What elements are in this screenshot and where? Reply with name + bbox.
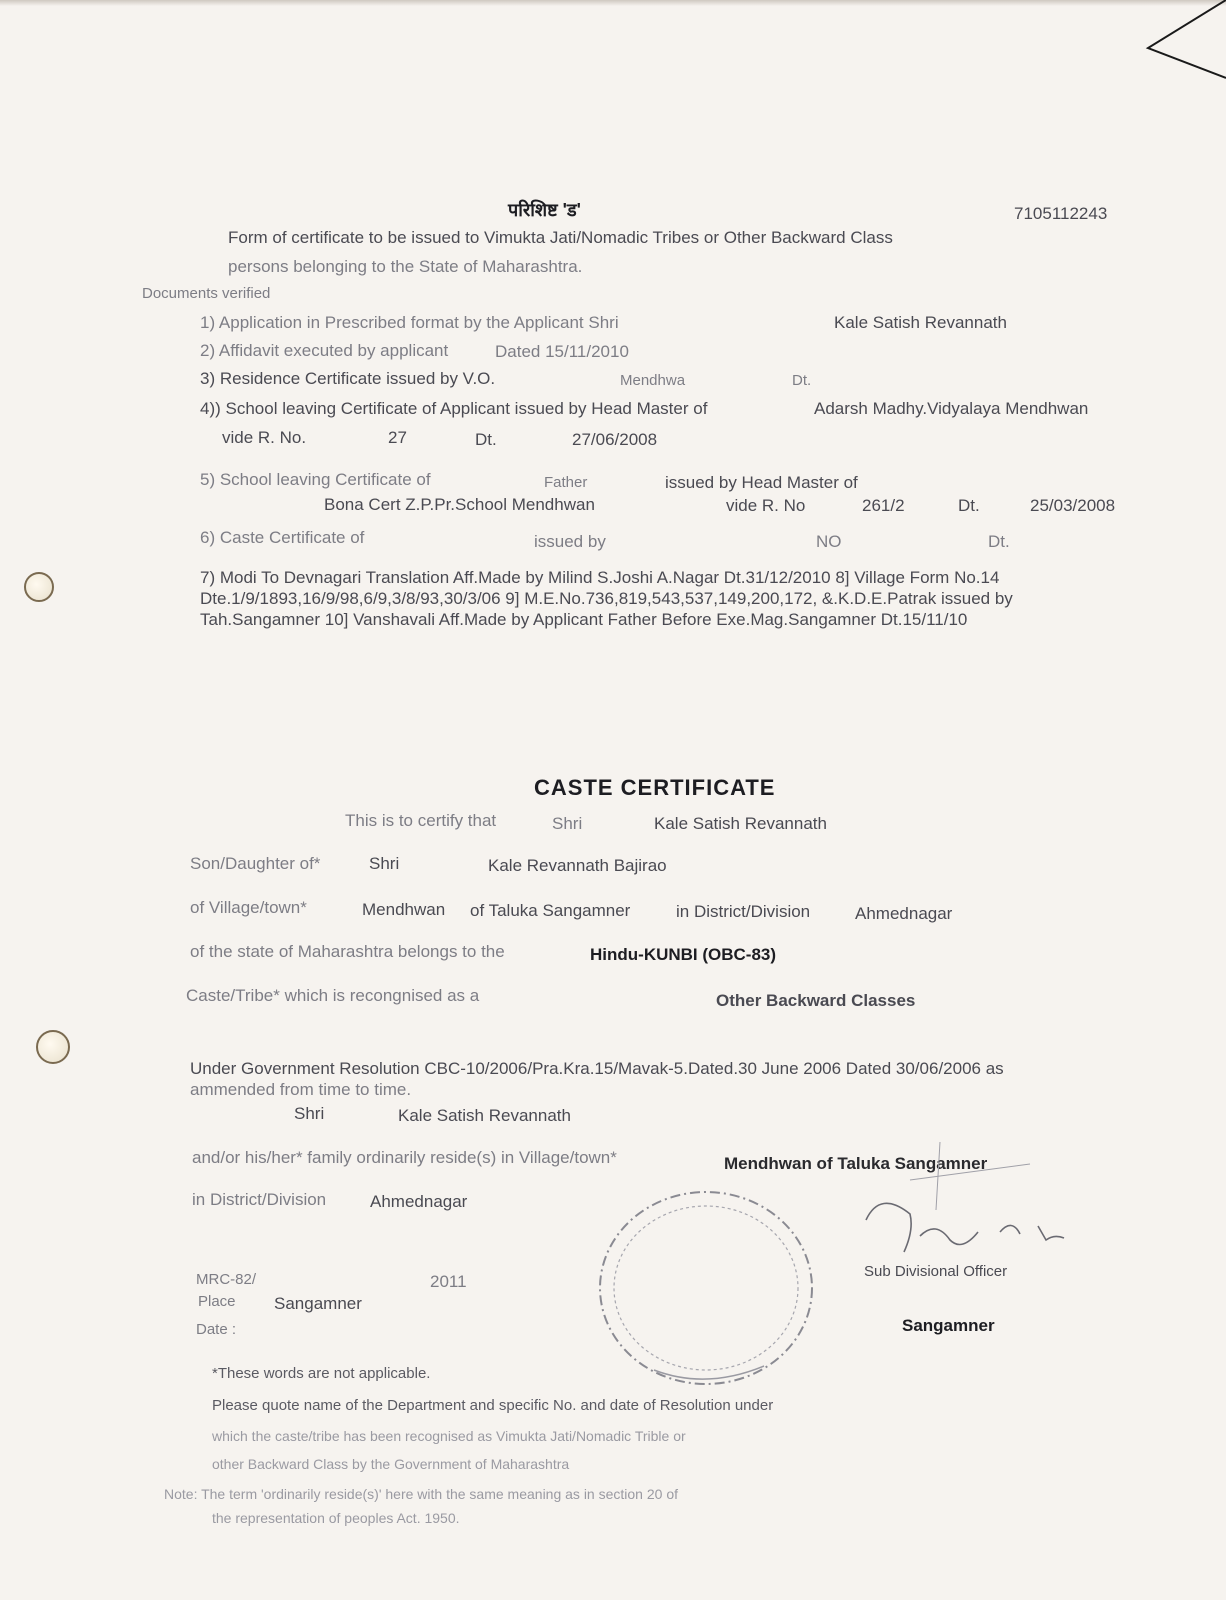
- resident-name: Kale Satish Revannath: [398, 1106, 571, 1125]
- village-label: of Village/town*: [190, 898, 307, 917]
- doc-item2-label: 2) Affidavit executed by applicant: [200, 341, 449, 360]
- certificate-title: CASTE CERTIFICATE: [534, 775, 776, 800]
- doc-item4-school: Adarsh Madhy.Vidyalaya Mendhwan: [814, 399, 1089, 418]
- doc-item3-label: 3) Residence Certificate issued by V.O.: [200, 369, 496, 388]
- doc-item6-dt: Dt.: [988, 532, 1010, 551]
- date-label: Date :: [196, 1321, 237, 1338]
- place-value: Sangamner: [274, 1294, 362, 1313]
- doc-item1-label: 1) Application in Prescribed format by the Applicant Shri: [200, 313, 619, 332]
- mrc-year: 2011: [430, 1272, 467, 1291]
- taluka-value: of Taluka Sangamner: [470, 901, 631, 920]
- district-value: Ahmednagar: [855, 904, 953, 923]
- doc-item5-dt: Dt.: [958, 496, 980, 515]
- appendix-title: परिशिष्ट 'ड': [508, 200, 581, 220]
- place-label: Place: [198, 1293, 236, 1310]
- doc-item5-label: 5) School leaving Certificate of: [200, 470, 431, 489]
- doc-item5-school: Bona Cert Z.P.Pr.School Mendhwan: [324, 495, 595, 514]
- doc-item3-place: Mendhwa: [620, 372, 686, 389]
- doc-item5-rno: 261/2: [862, 496, 905, 515]
- doc-item6-label: 6) Caste Certificate of: [200, 528, 365, 547]
- corner-fold-mark: [1140, 0, 1226, 80]
- scan-top-edge: [0, 0, 1226, 6]
- note-1: *These words are not applicable.: [212, 1365, 431, 1382]
- district-value-2: Ahmednagar: [370, 1192, 468, 1211]
- doc-item5-date: 25/03/2008: [1030, 496, 1116, 515]
- mrc-number: MRC-82/: [196, 1271, 257, 1288]
- doc-item4-rno: 27: [388, 428, 407, 447]
- documents-heading: Documents verified: [142, 285, 271, 302]
- family-line: and/or his/her* family ordinarily reside(s) in Village/town*: [192, 1148, 617, 1167]
- doc-item1-value: Kale Satish Revannath: [834, 313, 1007, 332]
- signatory-title: Sub Divisional Officer: [864, 1263, 1008, 1280]
- certify-shri: Shri: [552, 814, 583, 833]
- doc-item4-date: 27/06/2008: [572, 430, 658, 449]
- form-title-line2: persons belonging to the State of Maharashtra.: [228, 257, 583, 276]
- doc-item4-dt: Dt.: [475, 430, 497, 449]
- certificate-number: 7105112243: [1014, 204, 1108, 223]
- doc-item2-date: Dated 15/11/2010: [495, 342, 629, 361]
- state-line: of the state of Maharashtra belongs to the: [190, 942, 505, 961]
- doc-item4-vide: vide R. No.: [222, 428, 307, 447]
- recognised-line: Caste/Tribe* which is recongnised as a: [186, 986, 480, 1005]
- father-shri: Shri: [369, 854, 400, 873]
- note-6: the representation of peoples Act. 1950.: [212, 1510, 460, 1526]
- office-seal: [594, 1190, 824, 1390]
- district-label: in District/Division: [676, 902, 811, 921]
- note-5: Note: The term 'ordinarily reside(s)' here with the same meaning as in section 20 of: [164, 1486, 678, 1502]
- note-4: other Backward Class by the Government of Maharashtra: [212, 1456, 570, 1472]
- doc-item5-father: Father: [544, 474, 588, 491]
- note-3: which the caste/tribe has been recognised as Vimukta Jati/Nomadic Trible or: [212, 1428, 686, 1444]
- doc-item7-line1: 7) Modi To Devnagari Translation Aff.Made by Milind S.Joshi A.Nagar Dt.31/12/2010 8] Village Form No.14: [200, 568, 1000, 587]
- doc-item3-dt: Dt.: [792, 372, 812, 389]
- doc-item6-issued: issued by: [534, 532, 606, 551]
- father-name: Kale Revannath Bajirao: [488, 856, 667, 875]
- caste-value: Hindu-KUNBI (OBC-83): [590, 945, 777, 964]
- doc-item4-label: 4)) School leaving Certificate of Applicant issued by Head Master of: [200, 399, 708, 418]
- resident-shri: Shri: [294, 1104, 325, 1123]
- punch-hole-lower: [36, 1030, 70, 1064]
- family-place: Mendhwan of Taluka Sangamner: [724, 1154, 988, 1173]
- doc-item7-line3: Tah.Sangamner 10] Vanshavali Aff.Made by Applicant Father Before Exe.Mag.Sangamner Dt.15/11/10: [200, 610, 968, 629]
- punch-hole-upper: [24, 572, 54, 602]
- doc-item5-issued: issued by Head Master of: [665, 473, 858, 492]
- officer-signature: [850, 1140, 1090, 1270]
- signatory-place: Sangamner: [902, 1316, 995, 1335]
- village-value: Mendhwan: [362, 900, 446, 919]
- doc-item5-vide: vide R. No: [726, 496, 806, 515]
- doc-item7-line2: Dte.1/9/1893,16/9/98,6/9,3/8/93,30/3/06 9] M.E.No.736,819,543,537,149,200,172, &.K.D.E.Patrak issued by: [200, 589, 1013, 608]
- certify-text: This is to certify that: [345, 811, 497, 830]
- gr-line2: ammended from time to time.: [190, 1080, 412, 1099]
- category-value: Other Backward Classes: [716, 991, 916, 1010]
- gr-line1: Under Government Resolution CBC-10/2006/Pra.Kra.15/Mavak-5.Dated.30 June 2006 Dated 30/06/2006 as: [190, 1059, 1004, 1078]
- district-label-2: in District/Division: [192, 1190, 327, 1209]
- doc-item6-no: NO: [816, 532, 842, 551]
- candidate-name: Kale Satish Revannath: [654, 814, 827, 833]
- note-2: Please quote name of the Department and specific No. and date of Resolution under: [212, 1397, 774, 1414]
- form-title-line1: Form of certificate to be issued to Vimukta Jati/Nomadic Tribes or Other Backward Class: [228, 228, 893, 247]
- son-of-label: Son/Daughter of*: [190, 854, 321, 873]
